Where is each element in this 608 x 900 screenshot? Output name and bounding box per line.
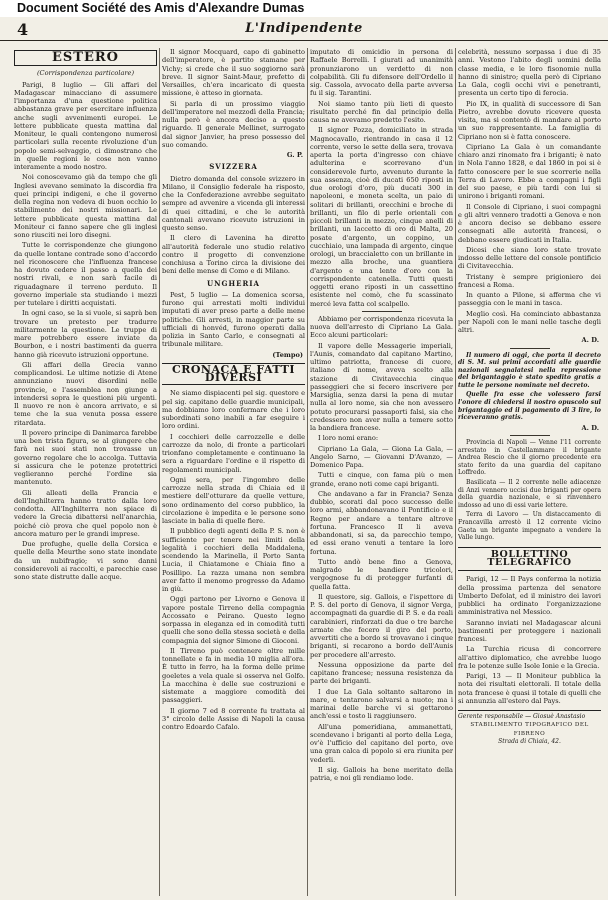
printer-name: STABILIMENTO TIPOGRAFICO DEL FIBRENO	[470, 722, 589, 737]
telegram-paragraph: Saranno inviati nel Madagascar alcuni bastimenti per proteggere i nazionali francesi.	[458, 618, 601, 644]
article-paragraph: Il questore, sig. Gallois, e l'ispettore di P. S. del porto di Genova, il signor Verga, accompagnati da guardie di P. S. e da reali carabinieri, rinforzati da due o tre barche armate che fecero il giro del porto, avvertiti che a bordo si trovavano i cinque briganti, si recarono a bordo dell'Aunis per procedere all'arresto.	[310, 592, 453, 659]
article-paragraph: In ogni caso, se la si vuole, si saprà ben trovare un pretesto per tradurre militarmente la questione. Le truppe di mare potrebbero essere inviate da Bourbon, e i nostri bastimenti da guerra hanno già ricevuto istruzioni opportune.	[14, 309, 157, 359]
article-paragraph: Si parla di un prossimo viaggio dell'imperatore nel mezzodì della Francia; nulla però è ancora deciso a questo riguardo. Il generale Mellinet, surrogato dal signor Janvier, ha preso possesso del suo comando.	[162, 99, 305, 149]
article-paragraph: Che andavano a far in Francia? Senza dubbio, scorati dal poco successo delle loro armi, abbandonavano il Pontificio e il Regno per andare a tentare altrove fortuna. Francesco II li aveva abbandonati, si sa, da parecchio tempo, ed essi erano venuti a tentare la loro fortuna.	[310, 489, 453, 556]
article-paragraph: I due La Gala soltanto saltarono in mare, e tentarono salvarsi a nuoto; ma i marinai delle barche vi si gettarono anch'essi e tosto li raggiunsero.	[310, 687, 453, 721]
article-paragraph: Il signor Mocquard, capo di gabinetto dell'imperatore, è partito stamane per Vichy; si crede che il suo soggiorno sarà breve. Il signor Saint-Maur, prefetto di Versailles, ch'era incaricato di questa missione, è atteso in giornata.	[162, 48, 305, 98]
responsible-manager: Gerente responsabile — Giosuè Anastasio	[458, 713, 586, 721]
article-source: (Tempo)	[272, 350, 303, 359]
article-paragraph: Noi conoscevamo già da tempo che gli Inglesi avevano seminato la discordia fra quei principi indigeni, e che il governo della regina non vedeva di buon occhio lo stabilimento dei nostri missionari. Le lettere pubblicate questa mattina dal Moniteur ci fanno sapere che gli inglesi sono riusciti nei loro disegni.	[14, 173, 157, 239]
article-paragraph: Ne siamo dispiacenti pel sig. questore e pel sig. capitano delle guardie municipali, ma dobbiamo loro confermare che i loro subordinati sono inabili a far eseguire i loro ordini.	[162, 389, 305, 431]
article-paragraph: Tutte le corrispondenze che giungono da quelle lontane contrade sono d'accordo nel riconoscere che l'influenza francese ha dovuto cedere il passo a quella dei nostri rivali, e non sarà facile di riguadagnare il terreno perduto. Il governo imperiale sta studiando i mezzi per tutelare i diritti acquistati.	[14, 241, 157, 307]
article-paragraph: Il sig. Gallois ha bene meritato della patria, e noi gli rendiamo lode.	[310, 765, 453, 782]
article-paragraph: Pest, 5 luglio — La domenica scorsa, furono qui arrestati molti individui imputati di aver preso parte a delle mene politiche. Gli arresti, in maggior parte su ufficiali di honvéd, furono operati dalla polizia in Santo Carlo, e consegnati al tribunale militare.	[162, 290, 305, 349]
column-2	[162, 48, 305, 896]
section-subtitle: (Corrispondenza particolare)	[36, 69, 135, 78]
telegram-paragraph: Parigi, 12 — Il Pays conferma la notizia della prossima partenza del senatore Umberto Defolat, ed il ministro dei lavori pubblici ha ordinato l'organizzazione amministrativa nel Messico.	[458, 575, 601, 617]
article-paragraph: Dietro domanda del console svizzero in Milano, il Consiglio federale ha risposto, che la Confederazione avrebbe seguitato sempre ad avvenire a vicenda gli interessi di quei cittadini, e che le autorità cantonali avevano ricevuto istruzioni in questo senso.	[162, 174, 305, 232]
divider	[510, 435, 550, 436]
article-paragraph: Il pubblico degli agenti della P. S. non è sufficiente per tenere nei limiti della legalità i cocchieri della Maddalena, scendendo la Marinella, il Porto Santa Lucia, il Chiatamone e Chiaia fino a Posillipo. La razza umana non sembra aver fatto il menomo progresso da Adamo in giù.	[162, 527, 305, 593]
column-3	[310, 48, 453, 896]
section-title-estero: ESTERO	[14, 50, 157, 66]
notice-paragraph: Il numero di oggi, che porta il decreto di S. M. sui primi accordati alle guardie nazionali segnalatesi nella repressione del brigantaggio è stato spedito gratis a tutte le persone nominate nel decreto.	[458, 351, 601, 389]
newspaper-masthead	[0, 18, 608, 41]
province-news: Terra di Lavoro — Un distaccamento di Francavilla arrestò il 12 corrente vicino Gaeta un brigante impegnato a vendere la Valle lungo.	[458, 511, 601, 542]
page-footer	[458, 710, 601, 746]
article-paragraph: Tristany è sempre prigioniero dei francesi a Roma.	[458, 272, 601, 289]
article-paragraph: Gli alleati della Francia e dell'Inghilterra hanno tratto dalla loro condotta. All'Inghilterra non spiace di vedere la Grecia dibattersi nell'anarchia, poiché ciò prova che quel popolo non è ancora maturo per le grandi imprese.	[14, 488, 157, 538]
article-paragraph: Noi siamo tanto più lieti di questo risultato perché fin dal principio della causa ne avevamo predetto l'esito.	[310, 99, 453, 124]
column-1	[14, 48, 157, 896]
article-paragraph: Dicesi che siano loro state trovate indosso delle lettere del console pontificio di Civitavecchia.	[458, 245, 601, 271]
article-signature: A. D.	[581, 336, 599, 345]
printer-address: Strada di Chiaia, 42.	[498, 737, 561, 745]
column-rule	[455, 48, 456, 896]
section-title-telegrafico: BOLLETTINO TELEGRAFICO	[458, 547, 601, 572]
heading-svizzera: SVIZZERA	[209, 162, 258, 172]
notice-paragraph: Quelle fra esse che volessero farsi l'onore di chiedersi il nostro opuscolo sul brigantaggio ed il pagamento di 3 lire, lo riceveranno gratis.	[458, 391, 601, 422]
article-paragraph: Nessuna opposizione da parte del capitano francese; nessuna resistenza da parte dei briganti.	[310, 660, 453, 686]
article-paragraph: Il Tirreno può contenere oltre mille tonnellate e fa in media 10 miglia all'ora. È tutto in ferro, ha la forma delle prime goeletes a vela quale si osserva nel Golfo. La macchina è delle sue costruzioni e sistemate a maggiore comodità dei passaggieri.	[162, 646, 305, 705]
article-paragraph: Cipriano La Gala è un comandante chiaro anzi rinomato fra i briganti; è nato in Nola l'anno 1828, e dal 1860 in poi si è fatto conoscere per le sue scorrerie nella Terra di Lavoro. Ebbe a compagni i figli del suo paese, e più tardi con lui si unirono i briganti romani.	[458, 142, 601, 201]
document-banner: Document Société des Amis d'Alexandre Dumas	[0, 0, 608, 17]
article-columns	[14, 48, 600, 896]
telegram-paragraph: Parigi, 13 — Il Moniteur pubblica la nota dei risultati elettorali. Il totale della nota francese è quasi il totale di quelli che si annunzia all'estero dal Pays.	[458, 672, 601, 705]
heading-ungheria: UNGHERIA	[207, 278, 260, 288]
divider	[510, 348, 550, 349]
province-news: Basilicata — Il 2 corrente nelle adiacenze di Anzi vennero uccisi due briganti per opera della guardia nazionale, e si rinvennero indosso ad uno di essi varie lettere.	[458, 479, 601, 509]
telegram-paragraph: La Turchia ricusa di concorrere all'attivo diplomatico, che avrebbe luogo fra le potenze sulle Isole Ionie e la Grecia.	[458, 645, 601, 670]
article-paragraph: I loro nomi erano:	[318, 434, 379, 443]
article-signature: A. D.	[581, 423, 599, 432]
article-paragraph: Parigi, 8 luglio — Gli affari del Madagascar minacciano di assumere l'importanza d'una questione politica abbastanza grave per esercitare influenza anche sugli avvenimenti europei. Le lettere pubblicate questa mattina dal Moniteur, le quali contengono numerosi particolari sulla recente rivoluzione d'un popolo semi-selvaggio, ci dimostrano che in quelle regioni le cose non vanno interamente a modo nostro.	[14, 80, 157, 171]
divider	[362, 311, 402, 312]
newspaper-name: L'Indipendente	[245, 21, 363, 36]
article-paragraph: Meglio così. Ha cominciato abbastanza per Napoli con le mani nelle tasche degli altri.	[458, 309, 601, 334]
article-paragraph: Ogni sera, per l'ingombro delle carrozze nella strada di Chiaia ed il mestiere dell'otturare da quelle vetture, sono ordinamento del corso pubblico, la circolazione è impedita e le persone sono lasciate in balia di quelle fiere.	[162, 475, 305, 525]
article-paragraph: Abbiamo per corrispondenza ricevuta la nuova dell'arresto di Cipriano La Gala. Ecco alcuni particolari:	[310, 314, 453, 340]
article-paragraph: In quanto a Pilone, si afferma che vi passeggia con le mani in tasca.	[458, 291, 601, 308]
page-number: 4	[17, 20, 29, 39]
column-rule	[307, 48, 308, 896]
province-news: Provincia di Napoli — Venne l'11 corrente arrestato in Castellammare il brigante Andrea Rescio che il giorno precedente era stato ferito da una guardia del capitano Loffredo.	[458, 439, 601, 477]
article-paragraph: Tutti e cinque, con fama più o men grande, erano noti come capi briganti.	[310, 471, 453, 488]
article-paragraph: Il clero di Lavenina ha diretto all'autorità federale uno studio relativo contro il progetto di convenzione conchiusa a Torino circa la divisione dei beni delle mense di Como e di Milano.	[162, 234, 305, 276]
article-paragraph: Cipriano La Gala, — Giona La Gala, — Angelo Sarno, — Giovanni D'Avanzo, — Domenico Papa.	[310, 444, 453, 469]
article-paragraph: imputato di omicidio in persona di Raffaele Borrelli. I giurati ad unanimità pronunziarono un verdetto di non colpabilità. Gli fu difensore dell'Ordello il sig. Cassola, avvocato della parte avversa fu il sig. Tarantini.	[310, 48, 453, 98]
article-paragraph: celebrità, nessuno sorpassa i due di 35 anni. Vestono l'abito degli uomini della classe media, e le loro fisonomie nulla hanno di sinistro; quella però di Cipriano La Gala, cogli occhi vivi e penetranti, presenta un certo tipo di ferocia.	[458, 48, 601, 98]
article-paragraph: Pio IX, in qualità di successore di San Pietro, avrebbe dovuto ricevere questa visita, ma si contentò di mandare al porto un suo rappresentante. La famiglia di Cipriano non si è fatta conoscere.	[458, 99, 601, 141]
article-paragraph: Due profughe, quelle della Corsica e quelle della Meurthe sono state inondate da un nubifragio; vi sono danni considerevoli ai raccolti, e parecchie case sono state distrutte dalle acque.	[14, 540, 157, 581]
article-signature: G. P.	[286, 151, 303, 159]
section-title-cronaca: CRONACA E FATTI DIVERSI	[162, 363, 305, 386]
article-paragraph: Tutto andò bene fino a Genova, malgrado le bandiere tricolori, vergognose fu di protegger furfanti di quella fatta.	[310, 557, 453, 591]
article-paragraph: Il povero principe di Danimarca farebbe una ben trista figura, se al giungere che farà nei suoi stati non trovasse un governo regolare che lo accolga. Tuttavia si assicura che le potenze protettrici veglieranno perché l'ordine sia mantenuto.	[14, 428, 157, 487]
article-paragraph: Il signor Pozza, domiciliato in strada Magnocavallo, rientrando in casa il 12 corrente, verso le sette della sera, trovava aperta la porta d'ingresso con chiave adulterina e scorrevano d'un considerevole furto, avvenuto durante la sua assenza, cioè di ducati 650 riposti in due orologi d'oro, più ducati 300 in napoleoni, e moneta scelta, un paio di solitari di brillanti, orecchini e broche di brillanti, un filo di perle orientali con piccoli brillanti in mezzo, cinque anelli di brillanti, un laccetto di oro di Malta, 20 posate d'argento, un coppino, un cucchiaio, una lampada di argento, cinque orologi, un braccialetto con un brillante in mezzo alla broche, una guantiera d'argento e una lente d'oro con la corrispondente catenella. Tutti questi oggetti erano riposti in un cassettino esistente nel comò, che fu scassinato mercé leva fatta col scalpello.	[310, 126, 453, 308]
article-paragraph: All'una pomeridiana, ammanettati, scendevano i briganti al porto della Lega, ov'è l'ufficio del capitano del porto, ove una gran calca di popolo si era riunita per vederli.	[310, 722, 453, 764]
column-rule	[159, 48, 160, 896]
article-paragraph: Il giorno 7 ed 8 corrente fu trattata al 3° circolo delle Assise di Napoli la causa contro Edoardo Cafalo.	[162, 706, 305, 731]
article-paragraph: I cocchieri delle carrozzelle e delle carrozze da nolo, di fronte a particolari trionfano completamente e continuano la sera a riguardare l'ordine e il rispetto di regolamenti municipali.	[162, 432, 305, 474]
column-4	[458, 48, 601, 896]
article-paragraph: Il vapore delle Messagerie imperiali, l'Aunis, comandato dal capitano Martino, ultimo patriotta, francese di cuore, italiano di nome, aveva scelto alla stazione di Civitavecchia cinque passeggieri che si fecero inscrivere per Marsiglia, senza darsi la pena di mutar nulla al loro nome, sia che non avessero potuto procurarsi passaporti falsi, sia che credessero non aver nulla a temere sotto la bandiera francese.	[310, 341, 453, 432]
article-paragraph: Oggi partono per Livorno e Genova il vapore postale Tirreno della compagnia Accossato e Peirano. Questo legno sorpassa in eleganza ed in comodità tutti quelli che sono della stessa società e della compagnia del signor Simone di Gioconi.	[162, 595, 305, 645]
article-paragraph: Gli affari della Grecia vanno complicandosi. Le ultime notizie di Atene annunziano nuovi disordini nelle provincie, e l'assemblea non giunge a intendersi sopra le questioni più urgenti. Il nuovo re non è ancora arrivato, e si teme che la sua venuta possa essere ritardata.	[14, 360, 157, 427]
article-paragraph: Il Console di Cipriano, i suoi compagni e gli altri vennero tradotti a Genova e non è ancora deciso se debbano essere consegnati alle autorità francesi, o debbano essere giudicati in Italia.	[458, 202, 601, 244]
